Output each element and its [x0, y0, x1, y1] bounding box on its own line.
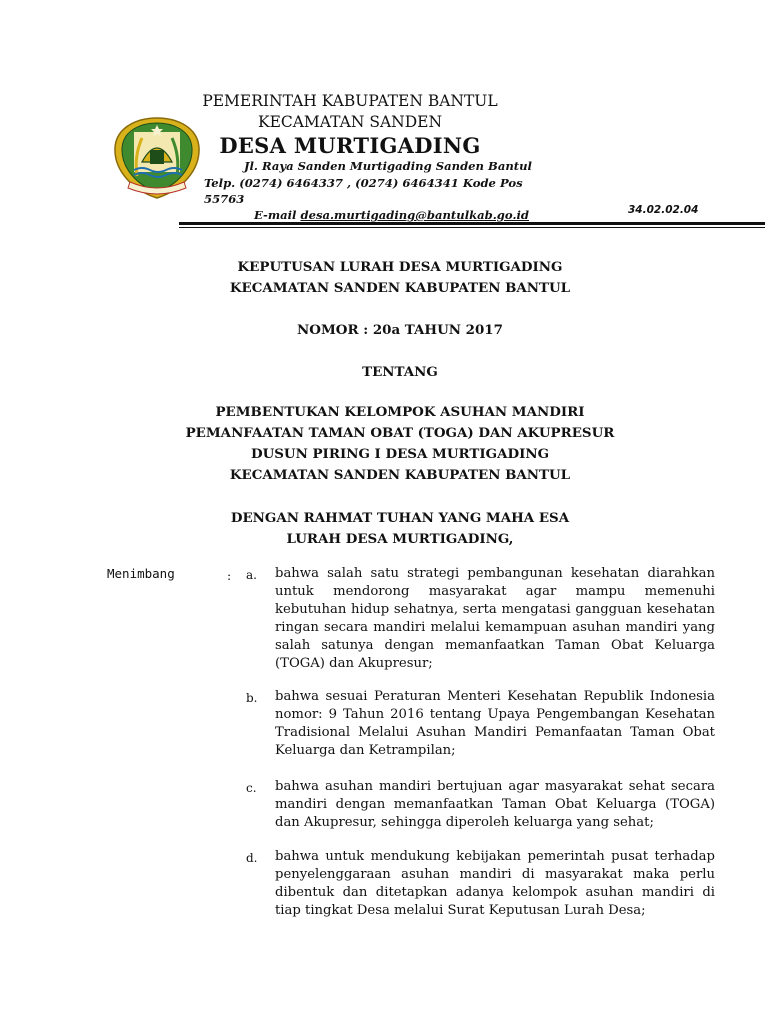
phone-line: Telp. (0274) 6464337 , (0274) 6464341 Kode Pos — [204, 176, 523, 190]
about-heading: TENTANG — [362, 364, 438, 380]
blessing-line1: DENGAN RAHMAT TUHAN YANG MAHA ESA — [230, 510, 570, 526]
subject-line2: PEMANFAATAN TAMAN OBAT (TOGA) DAN AKUPRESUR — [185, 425, 615, 441]
item-b-text: bahwa sesuai Peraturan Menteri Kesehatan Republik Indonesia nomor: 9 Tahun 2016 tentang Upaya Pengembangan Kesehatan Tradisional Melalui Asuhan Mandiri Pemanfaatan Taman Obat Keluarga dan Ketrampilan; — [275, 689, 715, 758]
item-b-letter: b. — [246, 691, 258, 705]
decree-title-line2: KECAMATAN SANDEN KABUPATEN BANTUL — [229, 280, 571, 296]
item-c-text: bahwa asuhan mandiri bertujuan agar masyarakat sehat secara mandiri dengan memanfaatkan Taman Obat Keluarga (TOGA) dan Akupresur, sehingga diperoleh keluarga yang sehat; — [275, 779, 715, 830]
district-name: KECAMATAN SANDEN — [257, 113, 443, 131]
street-address: Jl. Raya Sanden Murtigading Sanden Bantul — [244, 159, 532, 173]
email-line — [254, 208, 529, 222]
bantul-regency-emblem-icon — [112, 116, 202, 200]
email-label: E-mail — [254, 208, 301, 222]
decree-number: NOMOR : 20a TAHUN 2017 — [297, 322, 503, 338]
considering-colon: : — [227, 568, 232, 583]
village-name: DESA MURTIGADING — [219, 133, 481, 158]
item-a-letter: a. — [246, 568, 257, 582]
blessing-line2: LURAH DESA MURTIGADING, — [286, 531, 514, 547]
considering-label: Menimbang — [107, 566, 175, 581]
letterhead-divider-thick — [179, 222, 765, 225]
item-a-text: bahwa salah satu strategi pembangunan kesehatan diarahkan untuk mendorong masyarakat agar mampu memenuhi kebutuhan hidup sehatnya, serta mengatasi gangguan kesehatan ringan secara mandiri melalui kemampuan asuhan mandiri yang salah satunya dengan memanfaatkan Taman Obat Keluarga (TOGA) dan Akupresur; — [275, 566, 715, 671]
subject-line4: KECAMATAN SANDEN KABUPATEN BANTUL — [229, 467, 571, 483]
item-c-letter: c. — [246, 781, 257, 795]
postal-code: 55763 — [204, 192, 245, 206]
subject-line1: PEMBENTUKAN KELOMPOK ASUHAN MANDIRI — [215, 404, 585, 420]
decree-title-line1: KEPUTUSAN LURAH DESA MURTIGADING — [237, 259, 563, 275]
email-address[interactable]: desa.murtigading@bantulkab.go.id — [300, 208, 529, 222]
government-name: PEMERINTAH KABUPATEN BANTUL — [202, 92, 498, 110]
item-d-text: bahwa untuk mendukung kebijakan pemerintah pusat terhadap penyelenggaraan asuhan mandiri di masyarakat maka perlu dibentuk dan ditetapkan adanya kelompok asuhan mandiri di tiap tingkat Desa melalui Surat Keputusan Lurah Desa; — [275, 849, 715, 918]
item-d-letter: d. — [246, 851, 258, 865]
letterhead-divider-thin — [179, 227, 765, 228]
region-code: 34.02.02.04 — [628, 204, 699, 216]
subject-line3: DUSUN PIRING I DESA MURTIGADING — [250, 446, 550, 462]
